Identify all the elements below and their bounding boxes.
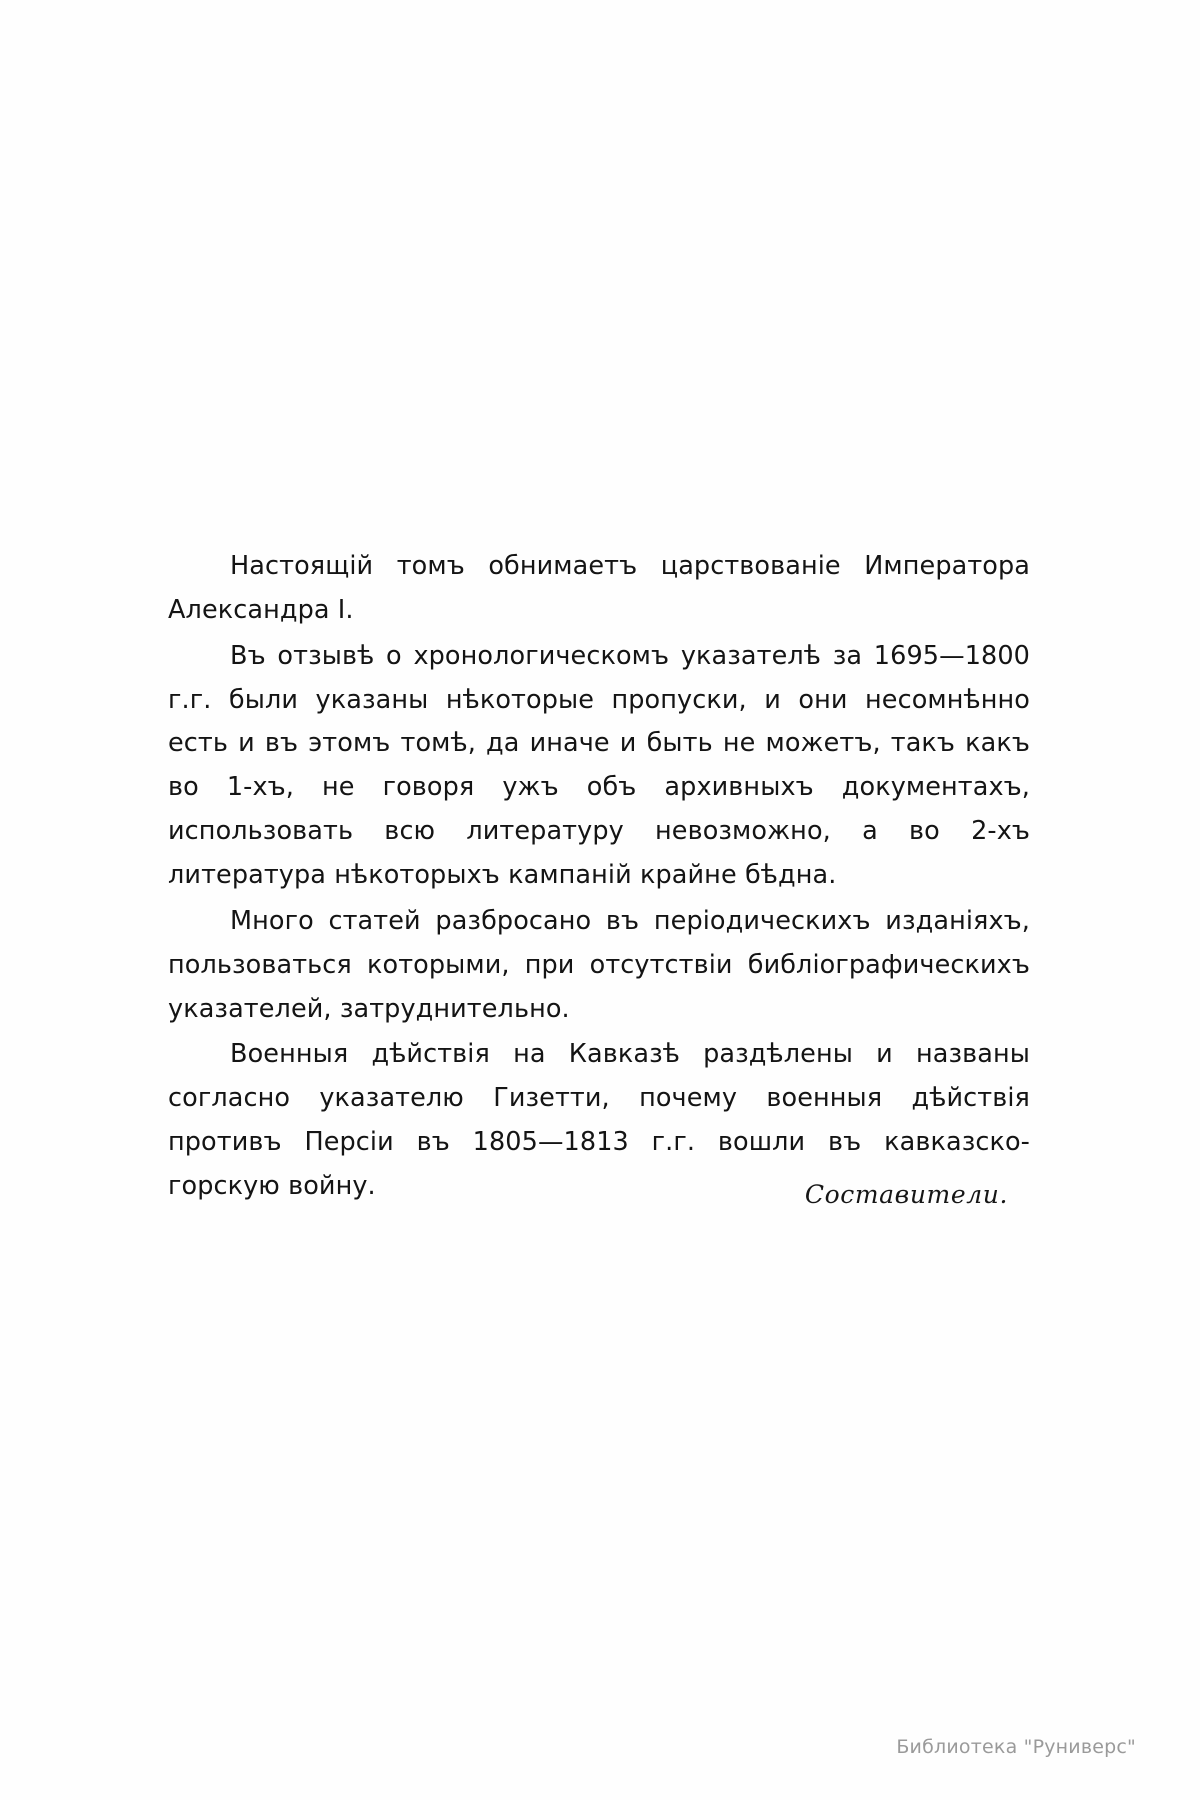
- paragraph-2: Въ отзывѣ о хронологическомъ указателѣ за 1695—1800 г.г. были указаны нѣкоторые пропуски, и они несомнѣнно есть и въ этомъ томѣ, да иначе и быть не можетъ, такъ какъ во 1-хъ, не говоря ужъ объ архивныхъ документахъ, использовать всю литературу невозможно, а во 2-хъ литература нѣкоторыхъ кампаній крайне бѣдна.: [168, 640, 1030, 891]
- library-watermark: Библиотека "Руниверс": [896, 1736, 1136, 1758]
- page-footer: [0, 1736, 1200, 1758]
- paragraph-3: Много статей разбросано въ періодическихъ изданіяхъ, пользоваться которыми, при отсутствіи библіографическихъ указателей, затруднительно.: [168, 905, 1030, 1024]
- signature-text: Составители.: [804, 1180, 1008, 1209]
- paragraph-1: Настоящій томъ обнимаетъ царствованіе Императора Александра I.: [168, 551, 1030, 625]
- body-text: [168, 545, 1030, 1209]
- paragraph-4: Военныя дѣйствія на Кавказѣ раздѣлены и названы согласно указателю Гизетти, почему военныя дѣйствія противъ Персіи въ 1805—1813 г.г. вошли въ кавказско-горскую войну.: [168, 1039, 1030, 1202]
- signature-block: [168, 1180, 1030, 1209]
